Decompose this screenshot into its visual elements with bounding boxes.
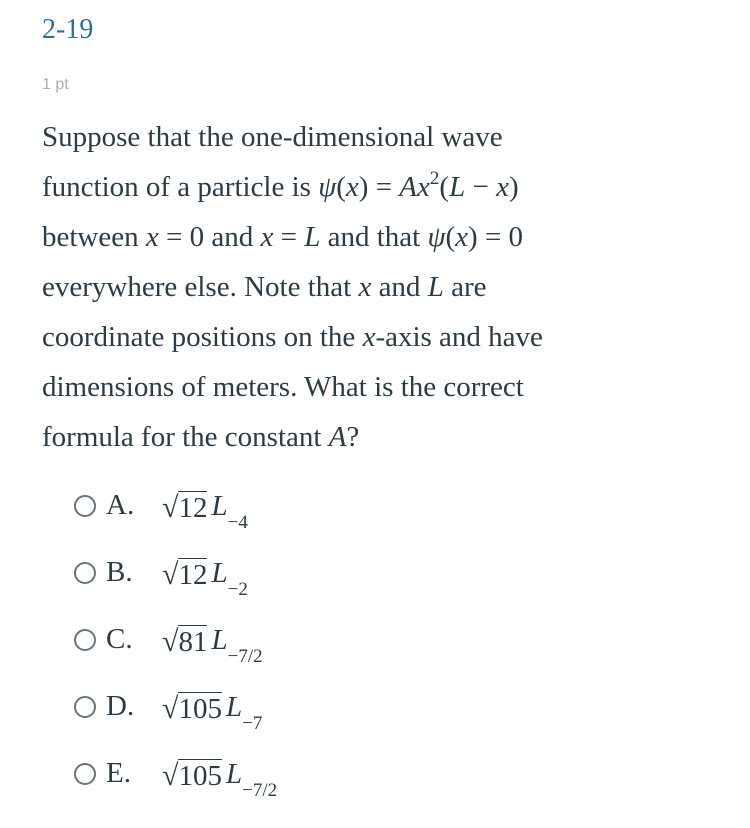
text-segment: -axis and have <box>375 321 543 353</box>
answer-formula: √ 12 L −4 <box>162 489 248 533</box>
answer-formula: √ 105 L −7/2 <box>162 757 278 801</box>
radio-unchecked-icon[interactable] <box>74 763 96 785</box>
radicand: 12 <box>178 491 208 524</box>
math-symbol: L <box>427 271 444 303</box>
math-symbol: L <box>304 221 321 253</box>
text-segment: and <box>371 271 428 303</box>
question-text-line <box>42 412 642 462</box>
square-root-icon: √ <box>162 691 179 725</box>
question-points: 1 pt <box>42 76 69 93</box>
answer-option-a[interactable] <box>74 472 277 539</box>
text-segment: ) <box>508 171 519 203</box>
question-text-line <box>42 162 642 212</box>
answer-letter: B. <box>106 556 133 588</box>
radicand: 12 <box>178 558 208 591</box>
variable: L <box>211 489 228 522</box>
answer-option-b[interactable] <box>74 539 277 606</box>
answer-option-e[interactable] <box>74 740 277 807</box>
text-segment: ( <box>336 171 346 203</box>
answer-formula: √ 81 L −7/2 <box>162 623 263 667</box>
answer-formula: √ 12 L −2 <box>162 556 248 600</box>
math-symbol: 2 <box>429 168 440 189</box>
math-symbol: x <box>260 221 274 253</box>
question-text-line <box>42 262 642 312</box>
math-symbol: x <box>345 171 359 203</box>
question-text <box>42 112 642 462</box>
text-segment: coordinate positions on the <box>42 321 363 353</box>
text-segment: ) = <box>358 171 400 203</box>
text-segment: ( <box>445 221 456 253</box>
radio-unchecked-icon[interactable] <box>74 629 96 651</box>
answer-letter: C. <box>106 623 133 655</box>
variable: L <box>211 623 228 656</box>
radio-unchecked-icon[interactable] <box>74 696 96 718</box>
text-segment: formula for the constant <box>42 421 329 453</box>
radicand: 105 <box>178 759 222 792</box>
math-symbol: L <box>449 171 466 203</box>
radicand: 105 <box>178 692 222 725</box>
text-segment: = 0 and <box>158 221 261 253</box>
text-segment: are <box>443 271 487 303</box>
text-segment: function of a particle is <box>42 171 319 203</box>
answer-option-c[interactable] <box>74 606 277 673</box>
text-segment: ? <box>346 421 360 453</box>
question-text-line <box>42 112 642 162</box>
variable: L <box>211 556 228 589</box>
variable: L <box>225 690 243 723</box>
answer-list <box>74 472 277 807</box>
radio-unchecked-icon[interactable] <box>74 495 96 517</box>
question-text-line <box>42 362 642 412</box>
question-text-line <box>42 312 642 362</box>
text-segment: between <box>42 221 146 253</box>
math-symbol: x <box>145 221 159 253</box>
answer-formula: √ 105 L −7 <box>162 690 263 734</box>
square-root-icon: √ <box>162 758 179 792</box>
answer-letter: A. <box>106 489 135 521</box>
math-symbol: x <box>358 271 372 303</box>
math-symbol: ψ <box>427 221 446 253</box>
math-symbol: ψ <box>318 171 337 203</box>
text-segment: − <box>465 171 497 203</box>
answer-option-d[interactable] <box>74 673 277 740</box>
math-symbol: x <box>496 171 509 203</box>
text-segment: ( <box>439 171 450 203</box>
math-symbol: Ax <box>399 171 430 203</box>
square-root-icon: √ <box>162 490 179 524</box>
answer-letter: D. <box>106 690 135 722</box>
text-segment: ) = 0 <box>468 221 524 253</box>
radio-unchecked-icon[interactable] <box>74 562 96 584</box>
text-segment: and that <box>320 221 428 253</box>
text-segment: = <box>273 221 305 253</box>
square-root-icon: √ <box>162 624 179 658</box>
square-root-icon: √ <box>162 557 179 591</box>
text-segment: everywhere else. Note that <box>42 271 359 303</box>
math-symbol: x <box>362 321 376 353</box>
text-segment: Suppose that the one-dimensional wave <box>42 121 503 153</box>
math-symbol: x <box>455 221 469 253</box>
variable: L <box>225 757 243 790</box>
radicand: 81 <box>178 625 208 658</box>
math-symbol: A <box>328 421 347 453</box>
question-title: 2-19 <box>42 14 94 45</box>
answer-letter: E. <box>106 757 131 789</box>
text-segment: dimensions of meters. What is the correct <box>42 371 524 403</box>
question-text-line <box>42 212 642 262</box>
